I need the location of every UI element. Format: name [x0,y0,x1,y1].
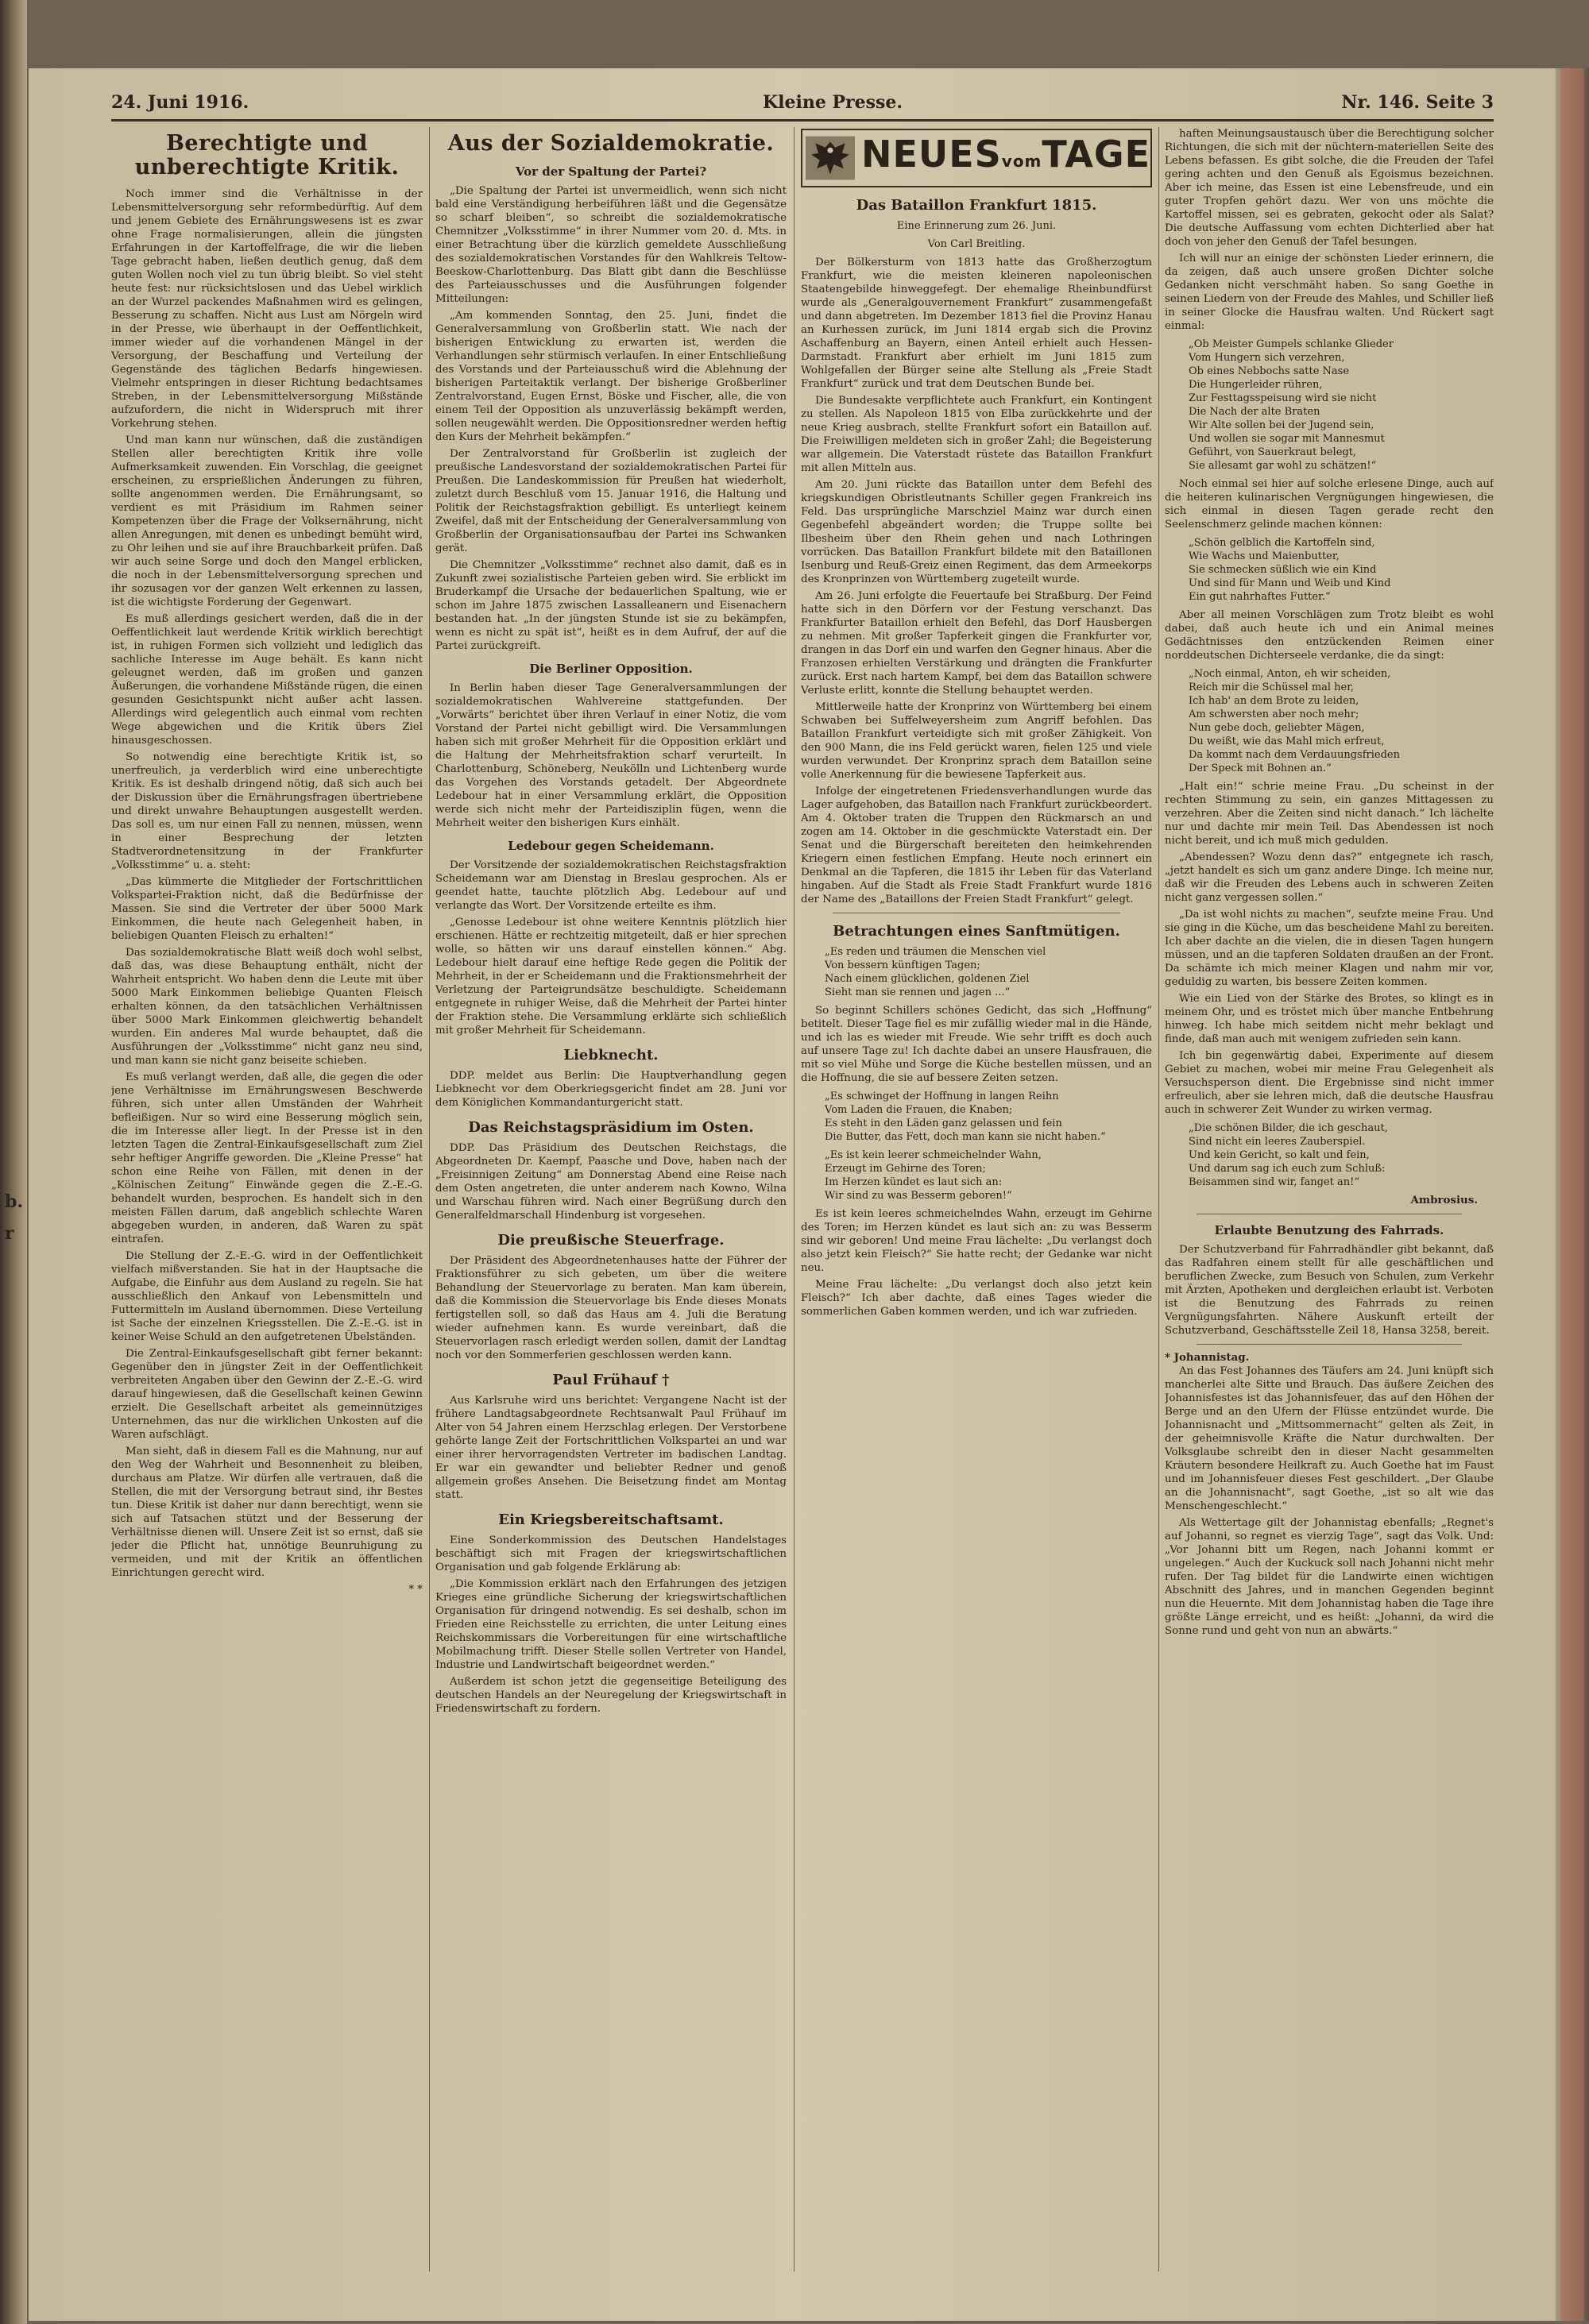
section-title: Die Berliner Opposition. [529,662,693,676]
article-subtitle: Vor der Spaltung der Partei? [515,164,707,179]
paragraph: Die Chemnitzer „Volksstimme“ rechnet also damit, daß es in Zukunft zwei sozialistische Parteien geben wird. Sie erblickt im Bruderkampf die Ursache der bedauerlichen Spaltung, wie er schon im Jahre 1875 zwischen Lassalleanern und Eisenachern bestanden hat. „In der jüngsten Stunde ist sie zu bekämpfen, wenn es nicht zu spät ist“, heißt es in dem Aufruf, der auf die Partei zurückgreift. [435,559,787,652]
adjacent-page-fragment: b. [5,1191,24,1212]
section-title: Erlaubte Benutzung des Fahrrads. [1214,1223,1444,1237]
column-divider [1158,127,1159,2272]
column-1 [111,127,423,2272]
end-mark: * * [408,1584,423,1596]
paragraph: Das sozialdemokratische Blatt weiß doch wohl selbst, daß das, was diese Behauptung enthält, nicht der Wahrheit entspricht. Wo haben denn die Leute mit über 5000 Mark Einkommen beliebige Quanten Fleisch erhalten können, da den tatsächlichen Verhältnissen über 5000 Mark Einkommen gleichwertig behandelt wurden. Ein anderes Mal wurde behauptet, daß die Ausführungen der „Volksstimme“ nicht ganz neu sind, und man kann sie nicht ganz beiseite schieben. [111,947,423,1067]
header-issue-page: Nr. 146. Seite 3 [1341,92,1494,113]
paragraph: Man sieht, daß in diesem Fall es die Mahnung, nur auf den Weg der Wahrheit und Besonnenheit zu bleiben, durchaus am Platze. Wir dürfen alle vertrauen, daß die Stellen, die mit der Versorgung betraut sind, ihr Bestes tun. Diese Kritik ist daher nur dann berechtigt, wenn sie sich auf Tatsachen stützt und der Besserung der Verhältnisse dienen will. Unsere Zeit ist so ernst, daß sie jeder die Pflicht hat, unnötige Beunruhigung zu vermeiden, und mit der Kritik an öffentlichen Einrichtungen gerecht wird. [111,1446,423,1579]
paragraph: Es ist kein leeres schmeichelndes Wahn, erzeugt im Gehirne des Toren; im Herzen kündet es laut sich an: zu was Besserm sind wir geboren! Und meine Frau lächelte: „Du verlangst doch also jetzt kein Fleisch?“ Sie hatte recht; der Gedanke war nicht neu. [801,1208,1152,1274]
section-title: Liebknecht. [563,1047,659,1064]
paragraph: An das Fest Johannes des Täufers am 24. Juni knüpft sich mancherlei alte Sitte und Brauch. Das äußere Zeichen des Johannisfestes ist das Johannisfeuer, das auf den Höhen der Berge und an den Ufern der Flüsse entzündet wurde. Die Johannisnacht und „Mittsommernacht“ gelten als Zeit, in der geheimnisvolle Kräfte die Natur durchwalten. Der Volksglaube schreibt den in dieser Nacht gesammelten Kräutern besondere Heilkraft zu. Auch Goethe hat im Faust und im Johannisfeuer dieses Fest geschildert. „Der Glaube an die Johannisnacht“, sagt Goethe, „ist so alt wie das Menschengeschlecht.“ [1165,1365,1494,1512]
section-title: Ein Kriegsbereitschaftsamt. [498,1511,724,1528]
header-paper-name: Kleine Presse. [763,92,903,113]
paragraph: Mittlerweile hatte der Kronprinz von Württemberg bei einem Schwaben bei Suffelweyersheim zum Angriff befohlen. Das Bataillon Frankfurt verteidigte sich mit großer Zähigkeit. Von den 900 Mann, die ins Feld gerückt waren, fielen 125 und viele wurden verwundet. Der Kronprinz sprach dem Bataillon seine volle Anerkennung für die bewiesene Tapferkeit aus. [801,701,1152,781]
section-title: Die preußische Steuerfrage. [497,1232,725,1249]
verse: „Schön gelblich die Kartoffeln sind, Wie Wachs und Maienbutter, Sie schmecken süßlich wie ein Kind Und sind für Mann und Weib und Kind Ein gut nahrhaftes Futter.“ [1189,537,1391,603]
paragraph: Es muß allerdings gesichert werden, daß die in der Oeffentlichkeit laut werdende Kritik wirklich berechtigt ist, in ruhigen Formen sich vollzieht und lediglich das sachliche Interesse im Auge behält. Es kann nicht geleugnet werden, daß im großen und ganzen Äußerungen, die vorhandene Mißstände rügen, die einen gesunden Gesichtspunkt nicht außer acht lassen. Allerdings wird gelegentlich auch einmal vom rechten Wege abgewichen und die Kritik übers Ziel hinausgeschossen. [111,613,423,747]
eagle-icon [806,133,855,183]
paragraph: Die Bundesakte verpflichtete auch Frankfurt, ein Kontingent zu stellen. Als Napoleon 1815 von Elba zurückkehrte und der neue Krieg ausbrach, stellte Frankfurt sofort ein Bataillon auf. Die Freiwilligen meldeten sich in großer Zahl; die Begeisterung war allgemein. Die Vaterstadt rüstete das Bataillon Frankfurt mit allen Mitteln aus. [801,395,1152,474]
page-tab [1560,68,1584,2321]
verse: „Ob Meister Gumpels schlanke Glieder Vom Hungern sich verzehren, Ob eines Nebbochs satte Nase Die Hungerleider rühren, Zur Festtagsspeisung wird sie nicht Die Nach der alte Braten Wir Alte sollen bei der Jugend sein, Und wollen sie sogar mit Mannesmut Geführt, von Sauerkraut belegt, Sie allesamt gar wohl zu schätzen!“ [1189,338,1394,472]
paragraph: Meine Frau lächelte: „Du verlangst doch also jetzt kein Fleisch?“ Ich aber dachte, daß eines Tages wieder die sommerlichen Gaben kommen werden, und ich war zufrieden. [801,1279,1152,1318]
paragraph: DDP. meldet aus Berlin: Die Hauptverhandlung gegen Liebknecht vor dem Oberkriegsgericht findet am 28. Juni vor dem Königlichen Kommandanturgericht statt. [435,1070,787,1109]
divider [1197,1344,1462,1345]
paragraph: Der Zentralvorstand für Großberlin ist zugleich der preußische Landesvorstand der sozialdemokratischen Partei für Preußen. Die Landeskommission für Preußen hat wiederholt, zuletzt durch Beschluß vom 15. Januar 1916, die Haltung und Politik der Reichstagsfraktion gebilligt. Es unterliegt keinem Zweifel, daß mit der Entscheidung der Generalversammlung von Großberlin der Organisationsaufbau der Partei ins Schwanken gerät. [435,448,787,554]
page-edge [1556,68,1589,2321]
adjacent-page-strip [0,0,27,2324]
adjacent-page-fragment: r [5,1223,14,1244]
section-title: Paul Frühauf † [552,1372,670,1388]
article-title: Betrachtungen eines Sanftmütigen. [833,923,1120,940]
paragraph: Noch immer sind die Verhältnisse in der Lebensmittelversorgung sehr reformbedürftig. Auf dem und jenem Gebiete des Ernährungswesens ist es zwar ohne Frage normalisierungen, allein die jüngsten Erfahrungen in der Kartoffelfrage, die wir die lieben Tage gebracht haben, ließen deutlich genug, daß dem guten Wollen noch viel zu tun übrig bleibt. So viel steht heute fest: nur rücksichtslosen und das Uebel wirklich an der Wurzel packendes Maßnahmen wird es gelingen, Besserung zu schaffen. Nicht aus Lust am Nörgeln wird in der Presse, wie überhaupt in der Oeffentlichkeit, immer wieder auf die vorhandenen Mängel in der Versorgung, der Beschaffung und Verteilung der Gegenstände des täglichen Bedarfs hingewiesen. Vielmehr entspringen in dieser Richtung bedachtsames Streben, in der Lebensmittelversorgung Mißstände aufzufordern, die nicht in Widerspruch mit ihrer Vorkehrung stehen. [111,188,423,430]
page-header [111,87,1494,119]
paragraph: Der Vorsitzende der sozialdemokratischen Reichstagsfraktion Scheidemann war am Dienstag in Breslau gesprochen. Als er geendet hatte, tauchte plötzlich Abg. Ledebour auf und verlangte das Wort. Der Vorsitzende erteilte es ihm. [435,859,787,912]
paragraph: Infolge der eingetretenen Friedensverhandlungen wurde das Lager aufgehoben, das Bataillon nach Frankfurt zurückbeordert. Am 4. Oktober traten die Truppen den Rückmarsch an und zogen am 14. Oktober in die geschmückte Vaterstadt ein. Der Senat und die Bürgerschaft bereiteten den heimkehrenden Kriegern einen festlichen Empfang. Heute noch erinnert ein Denkmal an die Tapferen, die 1815 ihr Leben für das Vaterland hingaben. Auf die Stadt als Freie Stadt Frankfurt wurde 1816 der Name des „Bataillons der Freien Stadt Frankfurt“ gelegt. [801,786,1152,905]
paragraph: In Berlin haben dieser Tage Generalversammlungen der sozialdemokratischen Wahlvereine stattgefunden. Der „Vorwärts“ berichtet über ihren Verlauf in einer Notiz, die vom Vorstand der Partei nicht gebilligt wird. Die Versammlungen haben sich mit großer Mehrheit für die Opposition erklärt und die Haltung der Mehrheitsfraktion scharf verurteilt. In Charlottenburg, Schöneberg, Neukölln und Lichtenberg wurde das Vorgehen des Vorstands getadelt. Der Abgeordnete Ledebour hat in einer Versammlung erklärt, die Opposition werde sich nicht mehr der Parteidisziplin fügen, wenn die Mehrheit weiter den bisherigen Kurs einhält. [435,682,787,829]
paragraph: Der Schutzverband für Fahrradhändler gibt bekannt, daß das Radfahren einem stellt für alle geschäftlichen und beruflichen Zwecke, zum Besuch von Schulen, zum Verkehr mit Ärzten, Apotheken und dergleichen erlaubt ist. Verboten ist die Benutzung des Fahrrads zu reinen Vergnügungsfahrten. Nähere Auskunft erteilt der Schutzverband, Geschäftsstelle Zeil 18, Hansa 3258, bereit. [1165,1244,1494,1337]
paragraph: Ich bin gegenwärtig dabei, Experimente auf diesem Gebiet zu machen, wobei mir meine Frau Gelegenheit als Versuchsperson dient. Die Ergebnisse sind nicht immer erfreulich, aber sie lehren mich, daß die deutsche Hausfrau auch in schwerer Zeit Wunder zu wirken vermag. [1165,1050,1494,1116]
column-divider [429,127,430,2272]
paragraph: „Am kommenden Sonntag, den 25. Juni, findet die Generalversammlung von Großberlin statt. Wie nach der bisherigen Entwicklung zu erwarten ist, werden die Verhandlungen sehr stürmisch verlaufen. In einer Entschließung des Vorstands und der Parteiausschuß wird die Ablehnung der bisherigen Parteitaktik verlangt. Der bisherige Großberliner Zentralvorstand, Eugen Ernst, Böske und Fischer, alle, die von einem Teil der Opposition als unzuverlässig bekämpft werden, sollen neugewählt werden. Die Oppositionsredner werden heftig den Kurs der Mehrheit bekämpfen.“ [435,310,787,443]
section-lead-title: * Johannistag. [1165,1351,1250,1364]
paragraph: „Da ist wohl nichts zu machen“, seufzte meine Frau. Und sie ging in die Küche, um das bescheidene Mahl zu bereiten. Ich aber dachte an die vielen, die in diesen Tagen hungern müssen, und an die tapferen Soldaten draußen an der Front. Da schämte ich mich meiner Klagen und nahm mir vor, geduldig zu warten, bis bessere Zeiten kommen. [1165,909,1494,988]
paragraph: Am 26. Juni erfolgte die Feuertaufe bei Straßburg. Der Feind hatte sich in den Dörfern vor der Festung verschanzt. Das Frankfurter Bataillon erhielt den Befehl, das Dorf Hausbergen zu nehmen. Mit großer Tapferkeit gingen die Frankfurter vor, drangen in das Dorf ein und warfen den Gegner hinaus. Aber die Franzosen erhielten Verstärkung und drängten die Frankfurter zurück. Erst nach hartem Kampf, bei dem das Bataillon schwere Verluste erlitt, konnte die Stellung behauptet werden. [801,590,1152,697]
verse: „Es schwinget der Hoffnung in langen Reihn Vom Laden die Frauen, die Knaben; Es steht in den Läden ganz gelassen und fein Die Butter, das Fett, doch man kann sie nicht haben.“ [825,1091,1106,1143]
paragraph: Und man kann nur wünschen, daß die zuständigen Stellen aller berechtigten Kritik ihre volle Aufmerksamkeit zuwenden. Ein Vorschlag, die geeignet erscheinen, zu ersprießlichen Änderungen zu führen, sollte angenommen werden. Die Ernährungsamt, so verdient es mit Präsidium im Rahmen seiner Kompetenzen über die Frage der Volksernährung, nicht allen Anregungen, mit denen es unbedingt bemüht wird, zu Ohr leihen und sie auf ihre Brauchbarkeit prüfen. Daß wir auch seine Sorge und doch den Mangel erblicken, die noch in der Lebensmittelversorgung sprechen und ihr sozusagen vor der ganzen Welt erkennen zu lassen, ist die wichtigste Forderung der Gegenwart. [111,434,423,608]
column-4 [1165,127,1494,2272]
article-subtitle: Eine Erinnerung zum 26. Juni. [896,220,1057,232]
paragraph: So beginnt Schillers schönes Gedicht, das sich „Hoffnung“ betitelt. Dieser Tage fiel es mir zufällig wieder mal in die Hände, und ich las es wieder mit Freude. Wie sehr trifft es doch auch auf unsere Tage zu! Ich dachte dabei an unsere Hausfrauen, die mit so viel Mühe und Sorge die Küche bestellen müssen, und an die Hoffnung, die sie auf bessere Zeiten setzen. [801,1005,1152,1084]
paragraph: Eine Sonderkommission des Deutschen Handelstages beschäftigt sich mit Fragen der kriegswirtschaftlichen Organisation und gab folgende Erklärung ab: [435,1535,787,1573]
paragraph: Aus Karlsruhe wird uns berichtet: Vergangene Nacht ist der frühere Landtagsabgeordnete Rechtsanwalt Paul Frühauf im Alter von 54 Jahren einem Herzschlag erlegen. Der Verstorbene gehörte lange Zeit der Fortschrittlichen Volkspartei an und war einer ihrer hervorragendsten Vertreter im badischen Landtag. Er war ein gewandter und beliebter Redner und genoß allgemein großes Ansehen. Die Beisetzung findet am Montag statt. [435,1395,787,1501]
article-title: Das Bataillon Frankfurt 1815. [856,197,1097,214]
paragraph: DDP. Das Präsidium des Deutschen Reichstags, die Abgeordneten Dr. Kaempf, Paasche und Dove, haben nach der „Freisinnigen Zeitung“ am Donnerstag Abend eine Reise nach dem Osten angetreten, die unter anderem nach Kowno, Wilna und Warschau führen wird. Nach einer Begrüßung durch den Generalfeldmarschall Hindenburg ist vorgesehen. [435,1142,787,1222]
author-signature: Ambrosius. [1410,1194,1478,1206]
paragraph: Es muß verlangt werden, daß alle, die gegen die oder jene Verhältnisse im Ernährungswesen Beschwerde führen, sich unter allen Umständen der Wahrheit befleißigen. Nur so wird eine Besserung möglich sein, die im Interesse aller liegt. In der Presse ist in den letzten Tagen die Zentral-Einkaufsgesellschaft zum Ziel sehr heftiger Angriffe geworden. Die „Kleine Presse“ hat schon eine Reihe von Fällen, mit denen in der „Kölnischen Zeitung“ Einwände gegen die Z.-E.-G. behandelt wurden, besprochen. Es handelt sich in den meisten Fällen darum, daß angeblich schlechte Waren abgegeben wurden, in anderen, daß Waren zu spät eintrafen. [111,1071,423,1245]
verse: „Es ist kein leerer schmeichelnder Wahn, Erzeugt im Gehirne des Toren; Im Herzen kündet es laut sich an: Wir sind zu was Besserm geboren!“ [825,1149,1042,1202]
paragraph: „Die Kommission erklärt nach den Erfahrungen des jetzigen Krieges eine gründliche Sicherung der kriegswirtschaftlichen Organisation für dringend notwendig. Es sei deshalb, schon im Frieden eine Reichsstelle zu errichten, die unter Leitung eines Reichskommissars die Vorbereitungen für eine wirtschaftliche Mobilmachung trifft. Dieser Stelle sollen Vertreter von Handel, Industrie und Landwirtschaft beigeordnet werden.“ [435,1578,787,1671]
section-masthead [801,129,1152,187]
paragraph: Der Bölkersturm von 1813 hatte das Großherzogtum Frankfurt, wie die meisten kleineren napoleonischen Staatengebilde hinweggefegt. Der ehemalige Rheinbundfürst wurde als „Generalgouvernement Frankfurt“ zusammengefaßt und dann abgetreten. Im Dezember 1813 fiel die Provinz Hanau an Kurhessen zurück, im Juni 1814 ergab sich die Provinz Aschaffenburg an Bayern, einen Anteil erhielt auch Hessen-Darmstadt. Frankfurt aber erhielt im Juni 1815 zum Wohlgefallen der Bürger seine alte Stellung als „Freie Stadt Frankfurt“ zurück und trat dem Deutschen Bunde bei. [801,257,1152,390]
section-title: Ledebour gegen Scheidemann. [508,839,714,853]
paragraph: Die Zentral-Einkaufsgesellschaft gibt ferner bekannt: Gegenüber den in jüngster Zeit in der Oeffentlichkeit verbreiteten Angaben über den Gewinn der Z.-E.-G. wird darauf hingewiesen, daß die Gesellschaft keinen Gewinn erzielt. Die Gesellschaft arbeitet als gemeinnütziges Unternehmen, das nur die wirklichen Unkosten auf die Waren aufschlägt. [111,1348,423,1441]
paragraph: Wie ein Lied von der Stärke des Brotes, so klingt es in meinem Ohr, und es tröstet mich über manche Entbehrung hinweg. Ich habe mich seitdem nicht mehr beklagt und finde, daß man auch mit wenigem zufrieden sein kann. [1165,993,1494,1045]
article-title: Berechtigte und unberechtigte Kritik. [134,131,400,180]
column-2 [435,127,787,2272]
article-author: Von Carl Breitling. [927,238,1026,250]
header-date: 24. Juni 1916. [111,92,249,113]
paragraph: „Die Spaltung der Partei ist unvermeidlich, wenn sich nicht bald eine Verständigung herbeiführen läßt und die Gegensätze so scharf bleiben“, so schreibt die sozialdemokratische Chemnitzer „Volksstimme“ in ihrer Nummer vom 20. d. Mts. in einer Betrachtung über die kürzlich gemeldete Ausschließung des sozialdemokratischen Vorstandes für den Wahlkreis Teltow-Beeskow-Charlottenburg. Das Blatt gibt dann die Beschlüsse des Parteiausschusses und die Ausführungen folgender Mitteilungen: [435,185,787,305]
paragraph: „Genosse Ledebour ist ohne weitere Kenntnis plötzlich hier erschienen. Hätte er rechtzeitig mitgeteilt, daß er hier sprechen wolle, so hätten wir uns darauf einstellen können.“ Abg. Ledebour hielt darauf eine heftige Rede gegen die Politik der Mehrheit, in der er Scheidemann und die Fraktionsmehrheit der Verletzung der Parteigrundsätze beschuldigte. Scheidemann entgegnete in ruhiger Weise, daß die Mehrheit der Partei hinter der Fraktion stehe. Die Versammlung erklärte sich schließlich mit großer Mehrheit für Scheidemann. [435,917,787,1037]
paragraph: Der Präsident des Abgeordnetenhauses hatte der Führer der Fraktionsführer zu sich gebeten, um über die weitere Behandlung der Steuervorlage zu beraten. Man kam überein, daß die Kommission die Steuervorlage bis Ende dieses Monats fertigstellen soll, so daß das Haus am 4. Juli die Beratung wieder aufnehmen kann. Es wurde vereinbart, daß die Steuervorlagen rasch erledigt werden sollen, damit der Landtag noch vor den Sommerferien geschlossen werden kann. [435,1255,787,1361]
paragraph: haften Meinungsaustausch über die Berechtigung solcher Richtungen, die sich mit der nüchtern-materiellen Seite des Lebens befassen. Es gibt solche, die die Freuden der Tafel gering achten und den Genuß als Egoismus bezeichnen. Aber ich meine, das Essen ist eine Lebensfreude, und ein guter Tropfen gehört dazu. Wer von uns möchte die Kartoffel missen, sei es gebraten, gekocht oder als Salat? Die deutsche Auffassung vom echten Dichterlied aber hat doch von jeher den Genuß der Tafel besungen. [1165,128,1494,248]
paragraph: „Abendessen? Wozu denn das?“ entgegnete ich rasch, „jetzt handelt es sich um ganz andere Dinge. Ich meine nur, daß wir die Freuden des Lebens auch in schweren Zeiten nicht ganz vergessen sollen.“ [1165,851,1494,904]
quote-paragraph: „Das kümmerte die Mitglieder der Fortschrittlichen Volkspartei-Fraktion nicht, daß die Bedürfnisse der Massen. Sie sind die Vertreter der über 5000 Mark Einkommen, die heute nach Gelegenheit haben, in beliebigen Quanten Fleisch zu erhalten!“ [111,876,423,942]
paragraph: Außerdem ist schon jetzt die gegenseitige Beteiligung des deutschen Handels an der Neuregelung der Kriegswirtschaft in Friedenswirtschaft zu fordern. [435,1676,787,1715]
column-3 [801,127,1152,2272]
verse: „Es reden und träumen die Menschen viel Von bessern künftigen Tagen; Nach einem glücklichen, goldenen Ziel Sieht man sie rennen und jagen ...“ [825,946,1046,998]
article-title: Aus der Sozialdemokratie. [447,131,775,156]
section-masthead-title: NEUESvomTAGE [860,133,1150,176]
verse: „Die schönen Bilder, die ich geschaut, Sind nicht ein leeres Zauberspiel. Und kein Gericht, so kalt und fein, Und darum sag ich euch zum Schluß: Beisammen sind wir, fanget an!“ [1189,1122,1388,1188]
paragraph: So notwendig eine berechtigte Kritik ist, so unerfreulich, ja verderblich wird eine unberechtigte Kritik. Es ist deshalb dringend nötig, daß sich auch bei der Diskussion über die Ernährungsfragen übertriebene und direkt unwahre Behauptungen ausgestellt werden. Das soll es, um nur einen Fall zu nennen, müssen, wenn in einer Besprechung der letzten Stadtverordnetensitzung in der Frankfurter „Volksstimme“ u. a. steht: [111,751,423,871]
paragraph: Noch einmal sei hier auf solche erlesene Dinge, auch auf die heiteren kulinarischen Vergnügungen hingewiesen, die sich einmal in diesen Tagen gerade recht den Seelenschmerz gelinde machen können: [1165,478,1494,531]
paragraph: Die Stellung der Z.-E.-G. wird in der Oeffentlichkeit vielfach mißverstanden. Sie hat in der Hauptsache die Aufgabe, die Einfuhr aus dem Ausland zu regeln. Sie hat ausschließlich den Ankauf von Lebensmitteln und Futtermitteln im Ausland übernommen. Diese Verteilung ist Sache der einzelnen Kriegsstellen. Die Z.-E.-G. ist in keiner Weise Schuld an den aufgetretenen Übelständen. [111,1250,423,1343]
section-title: Das Reichstagspräsidium im Osten. [468,1119,754,1136]
paragraph: Aber all meinen Vorschlägen zum Trotz bleibt es wohl dabei, daß auch heute ich und ein Animal meines Gedächtnisses den entzückenden Reimen einer norddeutschen Dichterseele verdanke, die da singt: [1165,609,1494,662]
paragraph: Ich will nur an einige der schönsten Lieder erinnern, die da zeigen, daß auch unsere großen Dichter solche Gedanken nicht verschmäht haben. So sang Goethe in seinen Liedern von der Freude des Mahles, und Schiller ließ in seiner Glocke die Hausfrau walten. Und Rückert sagt einmal: [1165,253,1494,332]
paragraph: Am 20. Juni rückte das Bataillon unter dem Befehl des kriegskundigen Obristleutnants Schiller gegen Frankreich ins Feld. Das ursprüngliche Marschziel Mainz war durch einen Gegenbefehl abgeändert worden; die Truppe sollte bei Ilbesheim über den Rhein gehen und nach Lothringen vorrücken. Das Bataillon Frankfurt bildete mit den Bataillonen Isenburg und Reuß-Greiz einen Regiment, das dem Armeekorps des Kronprinzen von Württemberg zugeteilt wurde. [801,479,1152,585]
paragraph: „Halt ein!“ schrie meine Frau. „Du scheinst in der rechten Stimmung zu sein, ein ganzes Mittagessen zu verzehren. Aber die Zeiten sind nicht danach.“ Ich lächelte nur und dachte mir mein Teil. Das Abendessen ist noch nicht bereit, und ich muß mich gedulden. [1165,781,1494,847]
paragraph: Als Wettertage gilt der Johannistag ebenfalls; „Regnet's auf Johanni, so regnet es vierzig Tage“, sagt das Volk. Und: „Vor Johanni bitt um Regen, nach Johanni kommt er ungelegen.“ Auch der Kuckuck soll nach Johanni nicht mehr rufen. Der Tag bildet für die Landwirte einen wichtigen Abschnitt des Jahres, und in manchen Gegenden beginnt nun die Heuernte. Mit dem Johannistag haben die Tage ihre größte Länge erreicht, und es heißt: „Johanni, da wird die Sonne rund und geht von nun an abwärts.“ [1165,1517,1494,1637]
verse: „Noch einmal, Anton, eh wir scheiden, Reich mir die Schüssel mal her, Ich hab' an dem Brote zu leiden, Am schwersten aber noch mehr; Nun gebe doch, geliebter Mägen, Du weißt, wie das Mahl mich erfreut, Da kommt nach dem Verdauungsfrieden Der Speck mit Bohnen an.“ [1189,668,1400,774]
header-rule [111,119,1494,122]
